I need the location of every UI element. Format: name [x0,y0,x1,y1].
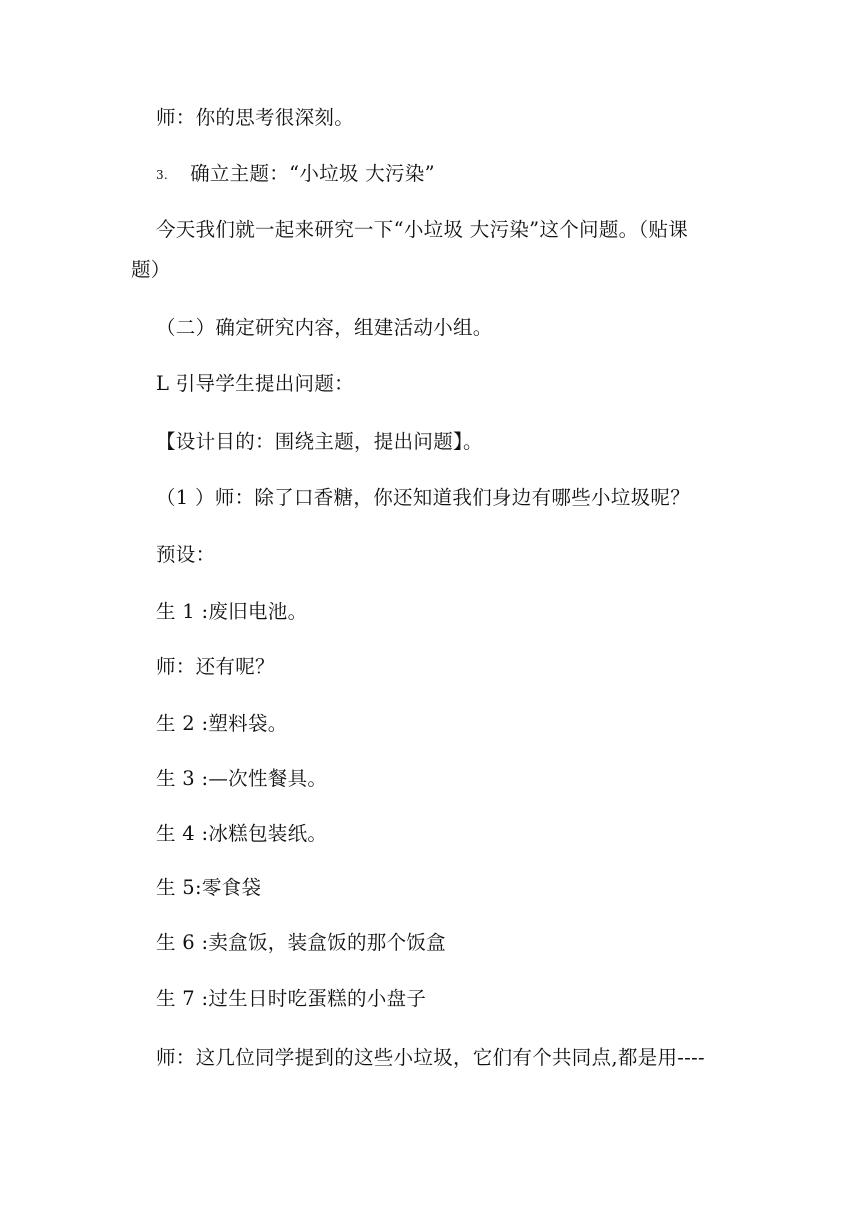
teacher-summary: 师：这几位同学提到的这些小垃圾，它们有个共同点,都是用---- [156,1046,705,1069]
list-number: 3. [156,168,169,182]
paragraph-design-purpose: 【设计目的：围绕主题，提出问题】。 [156,430,483,453]
student-answer-6: 生 6 :卖盒饭，装盒饭的那个饭盒 [156,931,446,954]
paragraph-preset: 预设： [156,543,216,566]
paragraph-guide-students: L 引导学生提出问题： [156,372,354,395]
student-answer-2: 生 2 :塑料袋。 [156,712,288,735]
student-answer-1: 生 1 :废旧电池。 [156,600,308,623]
student-answer-5: 生 5:零食袋 [156,876,262,899]
teacher-followup: 师：还有呢？ [156,655,275,678]
list-text: 确立主题：“小垃圾 大污染” [190,162,435,185]
paragraph-research-intro-line1: 今天我们就一起来研究一下“小垃圾 大污染”这个问题。（贴课 [156,218,689,241]
student-answer-4: 生 4 :冰糕包装纸。 [156,822,328,845]
student-answer-3: 生 3 :—次性餐具。 [156,767,328,790]
paragraph-teacher-question: （1 ）师：除了口香糖，你还知道我们身边有哪些小垃圾呢？ [156,486,691,509]
student-answer-7: 生 7 :过生日时吃蛋糕的小盘子 [156,987,427,1010]
paragraph-establish-theme [156,162,435,188]
section-heading: （二）确定研究内容，组建活动小组。 [156,316,493,339]
paragraph-teacher-comment: 师：你的思考很深刻。 [156,106,355,129]
paragraph-research-intro-line2: 题） [131,258,171,281]
